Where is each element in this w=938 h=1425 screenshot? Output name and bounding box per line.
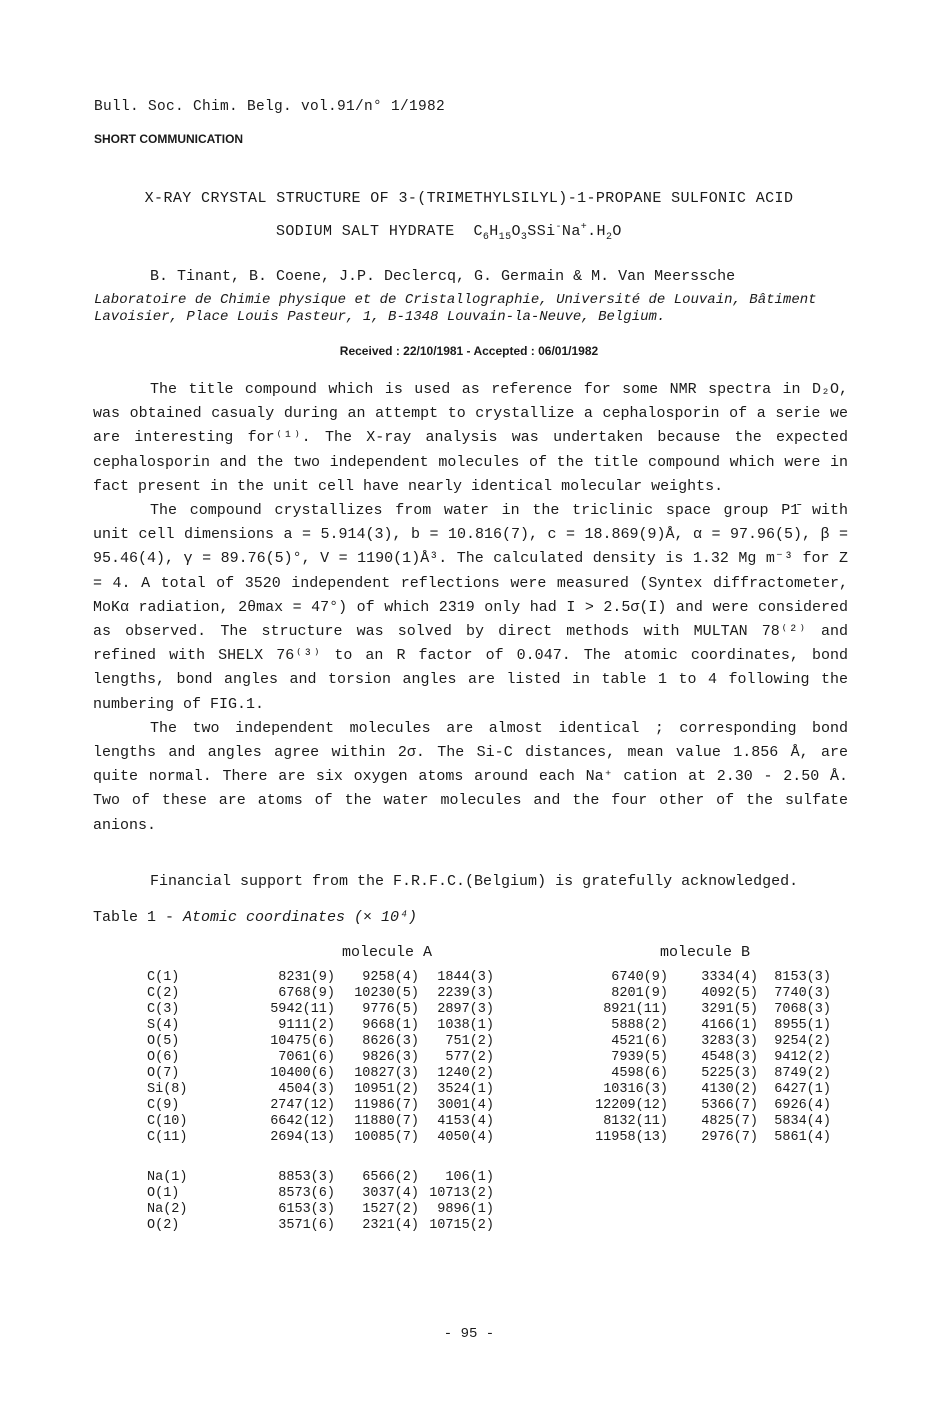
- ion-water-table: [147, 1170, 494, 1234]
- coordinate-value: 6153(3): [278, 1202, 335, 1217]
- article-title-line1: X-RAY CRYSTAL STRUCTURE OF 3-(TRIMETHYLSILYL)-1-PROPANE SULFONIC ACID: [144, 190, 794, 207]
- table-row: [590, 1050, 831, 1066]
- authors: B. Tinant, B. Coene, J.P. Declercq, G. Germain & M. Van Meerssche: [150, 268, 736, 285]
- coordinate-value: 9826(3): [362, 1050, 419, 1065]
- table-row: [590, 1034, 831, 1050]
- coordinate-value: 9668(1): [362, 1018, 419, 1033]
- molecule-a-table: [147, 970, 494, 1146]
- atom-label: O(2): [147, 1218, 180, 1233]
- coordinate-value: 7068(3): [774, 1002, 831, 1017]
- coordinate-value: 1527(2): [362, 1202, 419, 1217]
- coordinate-value: 2747(12): [270, 1098, 335, 1113]
- coordinate-value: 4598(6): [611, 1066, 668, 1081]
- table-row: [147, 1114, 494, 1130]
- coordinate-value: 9896(1): [437, 1202, 494, 1217]
- coordinate-value: 7740(3): [774, 986, 831, 1001]
- molecule-a-heading: molecule A: [342, 944, 433, 961]
- coordinate-value: 8132(11): [603, 1114, 668, 1129]
- coordinate-value: 11958(13): [595, 1130, 668, 1145]
- coordinate-value: 577(2): [445, 1050, 494, 1065]
- molecule-b-table: [590, 970, 831, 1146]
- coordinate-value: 9412(2): [774, 1050, 831, 1065]
- coordinate-value: 9776(5): [362, 1002, 419, 1017]
- coordinate-value: 2976(7): [701, 1130, 758, 1145]
- coordinate-value: 3291(5): [701, 1002, 758, 1017]
- received-dates: Received : 22/10/1981 - Accepted : 06/01/1982: [339, 344, 599, 358]
- atom-label: C(3): [147, 1002, 180, 1017]
- coordinate-value: 4166(1): [701, 1018, 758, 1033]
- coordinate-value: 10475(6): [270, 1034, 335, 1049]
- coordinate-value: 106(1): [445, 1170, 494, 1185]
- article-title-line2: [276, 222, 622, 243]
- coordinate-value: 2321(4): [362, 1218, 419, 1233]
- coordinate-value: 9258(4): [362, 970, 419, 985]
- coordinate-value: 5888(2): [611, 1018, 668, 1033]
- chemical-formula: $C_6H_{15}O_3SSi^-Na^+.H_2O$: [473, 222, 622, 243]
- coordinate-value: 10230(5): [354, 986, 419, 1001]
- coordinate-value: 10951(2): [354, 1082, 419, 1097]
- table-row: [590, 1082, 831, 1098]
- coordinate-value: 5834(4): [774, 1114, 831, 1129]
- coordinate-value: 8231(9): [278, 970, 335, 985]
- coordinate-value: 8573(6): [278, 1186, 335, 1201]
- coordinate-value: 9254(2): [774, 1034, 831, 1049]
- table-row: [590, 1098, 831, 1114]
- table-caption: [93, 909, 417, 926]
- coordinate-value: 4130(2): [701, 1082, 758, 1097]
- coordinate-value: 10827(3): [354, 1066, 419, 1081]
- table-row: [147, 1202, 494, 1218]
- table-caption-text: Atomic coordinates (× 10⁴): [183, 909, 418, 926]
- coordinate-value: 2694(13): [270, 1130, 335, 1145]
- coordinate-value: 4504(3): [278, 1082, 335, 1097]
- table-row: [147, 1082, 494, 1098]
- table-row: [147, 1170, 494, 1186]
- coordinate-value: 4521(6): [611, 1034, 668, 1049]
- coordinate-value: 8626(3): [362, 1034, 419, 1049]
- table-row: [147, 1050, 494, 1066]
- table-row: [147, 1066, 494, 1082]
- coordinate-value: 8153(3): [774, 970, 831, 985]
- affiliation: Laboratoire de Chimie physique et de Cristallographie, Université de Louvain, Bâtiment Lavoisier, Place Louis Pasteur, 1, B-1348 Louvain-la-Neuve, Belgium.: [94, 292, 817, 325]
- table-row: [590, 1130, 831, 1146]
- coordinate-value: 12209(12): [595, 1098, 668, 1113]
- coordinate-value: 5366(7): [701, 1098, 758, 1113]
- coordinate-value: 6642(12): [270, 1114, 335, 1129]
- table-row: [147, 1218, 494, 1234]
- table-row: [147, 1098, 494, 1114]
- atom-label: S(4): [147, 1018, 180, 1033]
- table-row: [590, 1018, 831, 1034]
- coordinate-value: 8921(11): [603, 1002, 668, 1017]
- coordinate-value: 10713(2): [429, 1186, 494, 1201]
- table-row: [147, 1034, 494, 1050]
- section-label: SHORT COMMUNICATION: [94, 132, 244, 146]
- table-row: [147, 1130, 494, 1146]
- coordinate-value: 6740(9): [611, 970, 668, 985]
- coordinate-value: 5861(4): [774, 1130, 831, 1145]
- coordinate-value: 3001(4): [437, 1098, 494, 1113]
- table-row: [590, 970, 831, 986]
- coordinate-value: 3037(4): [362, 1186, 419, 1201]
- coordinate-value: 2897(3): [437, 1002, 494, 1017]
- acknowledgement: [93, 870, 848, 894]
- coordinate-value: 10316(3): [603, 1082, 668, 1097]
- coordinate-value: 6926(4): [774, 1098, 831, 1113]
- table-row: [147, 1002, 494, 1018]
- atom-label: C(9): [147, 1098, 180, 1113]
- atom-label: Na(2): [147, 1202, 188, 1217]
- coordinate-value: 3283(3): [701, 1034, 758, 1049]
- coordinate-value: 11880(7): [354, 1114, 419, 1129]
- coordinate-value: 10400(6): [270, 1066, 335, 1081]
- coordinate-value: 11986(7): [354, 1098, 419, 1113]
- coordinate-value: 1844(3): [437, 970, 494, 985]
- coordinate-value: 8749(2): [774, 1066, 831, 1081]
- coordinate-value: 3334(4): [701, 970, 758, 985]
- page-number: - 95 -: [443, 1326, 495, 1342]
- journal-reference: Bull. Soc. Chim. Belg. vol.91/n° 1/1982: [94, 99, 446, 115]
- coordinate-value: 1240(2): [437, 1066, 494, 1081]
- atom-label: C(11): [147, 1130, 188, 1145]
- coordinate-value: 8201(9): [611, 986, 668, 1001]
- table-row: [590, 1002, 831, 1018]
- coordinate-value: 4050(4): [437, 1130, 494, 1145]
- table-caption-prefix: Table 1 -: [93, 909, 184, 926]
- paragraph-2: The compound crystallizes from water in the triclinic space group P1̄ with unit cell dimensions a = 5.914(3), b = 10.816(7), c = 18.869(9)Å, α = 97.96(5), β = 95.46(4), γ = 89.76(5)°, V = 1190(1)Å³. The calculated density is 1.32 Mg m⁻³ for Z = 4. A total of 3520 independent reflections were measured (Syntex diffractometer, MoKα radiation, 2θmax = 47°) of which 2319 only had I > 2.5σ(I) and were considered as observed. The structure was solved by direct methods with MULTAN 78⁽²⁾ and refined with SHELX 76⁽³⁾ to an R factor of 0.047. The atomic coordinates, bond lengths, bond angles and torsion angles are listed in table 1 to 4 following the numbering of FIG.1.: [93, 502, 848, 713]
- table-row: [590, 986, 831, 1002]
- coordinate-value: 4092(5): [701, 986, 758, 1001]
- title-line2-text: SODIUM SALT HYDRATE: [276, 223, 455, 240]
- atom-label: C(2): [147, 986, 180, 1001]
- coordinate-value: 3524(1): [437, 1082, 494, 1097]
- coordinate-value: 2239(3): [437, 986, 494, 1001]
- coordinate-value: 8853(3): [278, 1170, 335, 1185]
- molecule-b-heading: molecule B: [660, 944, 751, 961]
- coordinate-value: 7061(6): [278, 1050, 335, 1065]
- table-row: [590, 1114, 831, 1130]
- atom-label: O(6): [147, 1050, 180, 1065]
- coordinate-value: 5942(11): [270, 1002, 335, 1017]
- coordinate-value: 10085(7): [354, 1130, 419, 1145]
- atom-label: Na(1): [147, 1170, 188, 1185]
- table-row: [590, 1066, 831, 1082]
- coordinate-value: 6566(2): [362, 1170, 419, 1185]
- coordinate-value: 3571(6): [278, 1218, 335, 1233]
- atom-label: O(1): [147, 1186, 180, 1201]
- coordinate-value: 8955(1): [774, 1018, 831, 1033]
- coordinate-value: 4825(7): [701, 1114, 758, 1129]
- paragraph-3: The two independent molecules are almost identical ; corresponding bond lengths and angles agree within 2σ. The Si-C distances, mean value 1.856 Å, are quite normal. There are six oxygen atoms around each Na⁺ cation at 2.30 - 2.50 Å. Two of these are atoms of the water molecules and the four other of the sulfate anions.: [93, 719, 848, 834]
- table-row: [147, 1186, 494, 1202]
- coordinate-value: 751(2): [445, 1034, 494, 1049]
- atom-label: C(1): [147, 970, 180, 985]
- coordinate-value: 4153(4): [437, 1114, 494, 1129]
- paragraph-1: The title compound which is used as reference for some NMR spectra in D₂O, was obtained casualy during an attempt to crystallize a cephalosporin of a serie we are interesting for⁽¹⁾. The X-ray analysis was undertaken because the expected cephalosporin and the two independent molecules of the title compound which were in fact present in the unit cell have nearly identical molecular weights.: [93, 381, 848, 495]
- table-row: [147, 970, 494, 986]
- table-row: [147, 1018, 494, 1034]
- coordinate-value: 7939(5): [611, 1050, 668, 1065]
- atom-label: Si(8): [147, 1082, 188, 1097]
- atom-label: O(7): [147, 1066, 180, 1081]
- paragraph-4: Financial support from the F.R.F.C.(Belgium) is gratefully acknowledged.: [150, 873, 799, 890]
- coordinate-value: 6768(9): [278, 986, 335, 1001]
- coordinate-value: 4548(3): [701, 1050, 758, 1065]
- body-text: [93, 378, 848, 838]
- table-row: [147, 986, 494, 1002]
- coordinate-value: 10715(2): [429, 1218, 494, 1233]
- atom-label: O(5): [147, 1034, 180, 1049]
- coordinate-value: 1038(1): [437, 1018, 494, 1033]
- atom-label: C(10): [147, 1114, 188, 1129]
- coordinate-value: 9111(2): [278, 1018, 335, 1033]
- coordinate-value: 5225(3): [701, 1066, 758, 1081]
- coordinate-value: 6427(1): [774, 1082, 831, 1097]
